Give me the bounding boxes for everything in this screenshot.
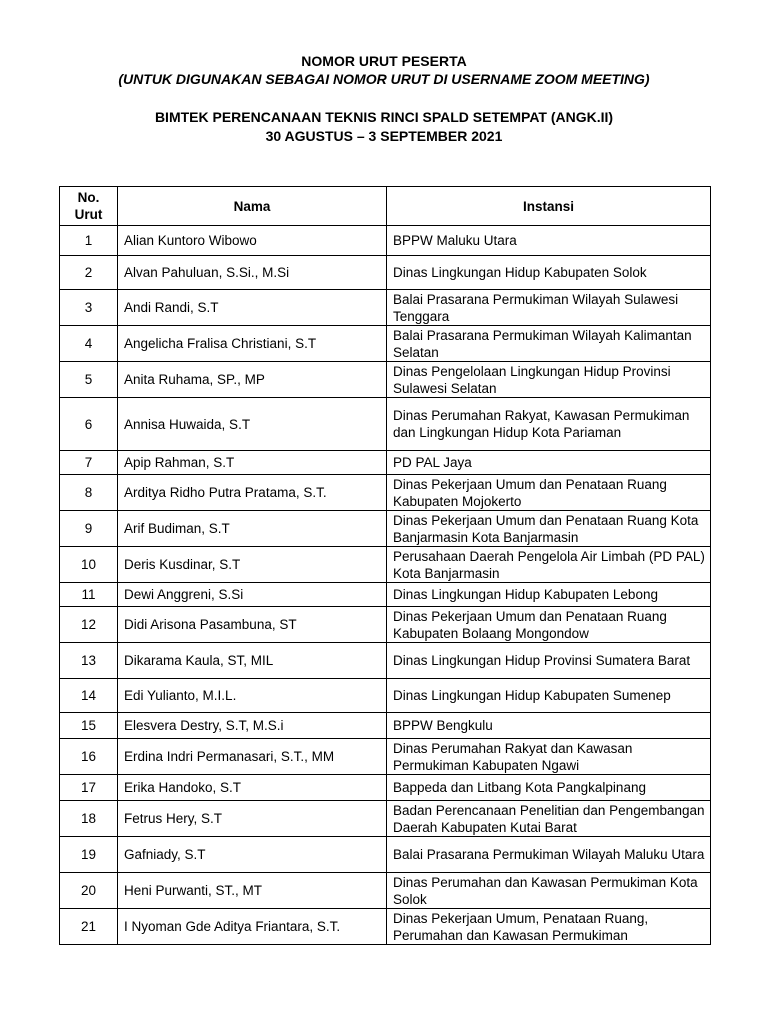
participant-name: Elesvera Destry, S.T, M.S.i — [118, 713, 387, 739]
participant-name: Gafniady, S.T — [118, 837, 387, 873]
participant-institution: Dinas Pekerjaan Umum dan Penataan Ruang Kabupaten Mojokerto — [387, 475, 711, 511]
table-row — [60, 643, 711, 679]
row-number: 12 — [60, 607, 118, 643]
column-header-instansi: Instansi — [387, 187, 711, 226]
document-title: NOMOR URUT PESERTA — [301, 53, 467, 69]
table-row — [60, 451, 711, 475]
table-row — [60, 801, 711, 837]
table-row — [60, 679, 711, 713]
participant-name: Deris Kusdinar, S.T — [118, 547, 387, 583]
row-number: 18 — [60, 801, 118, 837]
table-row — [60, 713, 711, 739]
participant-name: Erdina Indri Permanasari, S.T., MM — [118, 739, 387, 775]
participant-institution: Dinas Pengelolaan Lingkungan Hidup Provinsi Sulawesi Selatan — [387, 362, 711, 398]
participant-name: Alvan Pahuluan, S.Si., M.Si — [118, 256, 387, 290]
participant-institution: Balai Prasarana Permukiman Wilayah Maluku Utara — [387, 837, 711, 873]
table-row — [60, 511, 711, 547]
row-number: 20 — [60, 873, 118, 909]
participant-name: Didi Arisona Pasambuna, ST — [118, 607, 387, 643]
event-date: 30 AGUSTUS – 3 SEPTEMBER 2021 — [265, 128, 503, 144]
participant-name: Heni Purwanti, ST., MT — [118, 873, 387, 909]
table-row — [60, 362, 711, 398]
participant-name: Erika Handoko, S.T — [118, 775, 387, 801]
column-header-nama: Nama — [118, 187, 387, 226]
table-row — [60, 547, 711, 583]
participant-name: Arditya Ridho Putra Pratama, S.T. — [118, 475, 387, 511]
table-row — [60, 475, 711, 511]
table-row — [60, 226, 711, 256]
row-number: 19 — [60, 837, 118, 873]
row-number: 13 — [60, 643, 118, 679]
table-row — [60, 837, 711, 873]
table-row — [60, 583, 711, 607]
column-header-no — [60, 187, 118, 226]
participant-name: I Nyoman Gde Aditya Friantara, S.T. — [118, 909, 387, 945]
row-number: 9 — [60, 511, 118, 547]
document-subtitle: (UNTUK DIGUNAKAN SEBAGAI NOMOR URUT DI USERNAME ZOOM MEETING) — [118, 71, 650, 87]
participant-institution: PD PAL Jaya — [387, 451, 711, 475]
participant-institution: Bappeda dan Litbang Kota Pangkalpinang — [387, 775, 711, 801]
table-row — [60, 256, 711, 290]
participant-name: Alian Kuntoro Wibowo — [118, 226, 387, 256]
participant-name: Anita Ruhama, SP., MP — [118, 362, 387, 398]
participant-institution: Dinas Pekerjaan Umum dan Penataan Ruang Kabupaten Bolaang Mongondow — [387, 607, 711, 643]
participant-institution: Dinas Pekerjaan Umum, Penataan Ruang, Perumahan dan Kawasan Permukiman — [387, 909, 711, 945]
row-number: 6 — [60, 398, 118, 451]
table-row — [60, 290, 711, 326]
table-row — [60, 775, 711, 801]
column-header-no-line1: No. — [77, 190, 100, 205]
row-number: 11 — [60, 583, 118, 607]
participant-institution: Badan Perencanaan Penelitian dan Pengembangan Daerah Kabupaten Kutai Barat — [387, 801, 711, 837]
row-number: 15 — [60, 713, 118, 739]
participant-name: Andi Randi, S.T — [118, 290, 387, 326]
table-row — [60, 909, 711, 945]
row-number: 2 — [60, 256, 118, 290]
row-number: 16 — [60, 739, 118, 775]
participant-name: Apip Rahman, S.T — [118, 451, 387, 475]
participant-table — [59, 186, 711, 945]
row-number: 14 — [60, 679, 118, 713]
participant-institution: BPPW Bengkulu — [387, 713, 711, 739]
participant-institution: Dinas Lingkungan Hidup Kabupaten Sumenep — [387, 679, 711, 713]
participant-institution: Dinas Perumahan Rakyat, Kawasan Permukiman dan Lingkungan Hidup Kota Pariaman — [387, 398, 711, 451]
participant-institution: BPPW Maluku Utara — [387, 226, 711, 256]
participant-institution: Perusahaan Daerah Pengelola Air Limbah (PD PAL) Kota Banjarmasin — [387, 547, 711, 583]
participant-name: Annisa Huwaida, S.T — [118, 398, 387, 451]
event-title: BIMTEK PERENCANAAN TEKNIS RINCI SPALD SETEMPAT (ANGK.II) — [154, 109, 614, 125]
row-number: 5 — [60, 362, 118, 398]
table-row — [60, 398, 711, 451]
row-number: 7 — [60, 451, 118, 475]
table-row — [60, 873, 711, 909]
participant-institution: Dinas Lingkungan Hidup Provinsi Sumatera Barat — [387, 643, 711, 679]
participant-institution: Dinas Pekerjaan Umum dan Penataan Ruang Kota Banjarmasin Kota Banjarmasin — [387, 511, 711, 547]
participant-institution: Dinas Lingkungan Hidup Kabupaten Lebong — [387, 583, 711, 607]
row-number: 1 — [60, 226, 118, 256]
participant-institution: Dinas Perumahan Rakyat dan Kawasan Permukiman Kabupaten Ngawi — [387, 739, 711, 775]
table-row — [60, 607, 711, 643]
row-number: 17 — [60, 775, 118, 801]
participant-institution: Dinas Lingkungan Hidup Kabupaten Solok — [387, 256, 711, 290]
participant-name: Dewi Anggreni, S.Si — [118, 583, 387, 607]
column-header-no-line2: Urut — [74, 207, 103, 222]
participant-institution: Dinas Perumahan dan Kawasan Permukiman Kota Solok — [387, 873, 711, 909]
participant-name: Dikarama Kaula, ST, MIL — [118, 643, 387, 679]
participant-institution: Balai Prasarana Permukiman Wilayah Kalimantan Selatan — [387, 326, 711, 362]
row-number: 10 — [60, 547, 118, 583]
row-number: 4 — [60, 326, 118, 362]
table-row — [60, 326, 711, 362]
participant-name: Arif Budiman, S.T — [118, 511, 387, 547]
table-row — [60, 739, 711, 775]
participant-name: Angelicha Fralisa Christiani, S.T — [118, 326, 387, 362]
participant-name: Edi Yulianto, M.I.L. — [118, 679, 387, 713]
row-number: 8 — [60, 475, 118, 511]
table-header-row — [60, 187, 711, 226]
participant-institution: Balai Prasarana Permukiman Wilayah Sulawesi Tenggara — [387, 290, 711, 326]
participant-name: Fetrus Hery, S.T — [118, 801, 387, 837]
row-number: 3 — [60, 290, 118, 326]
row-number: 21 — [60, 909, 118, 945]
